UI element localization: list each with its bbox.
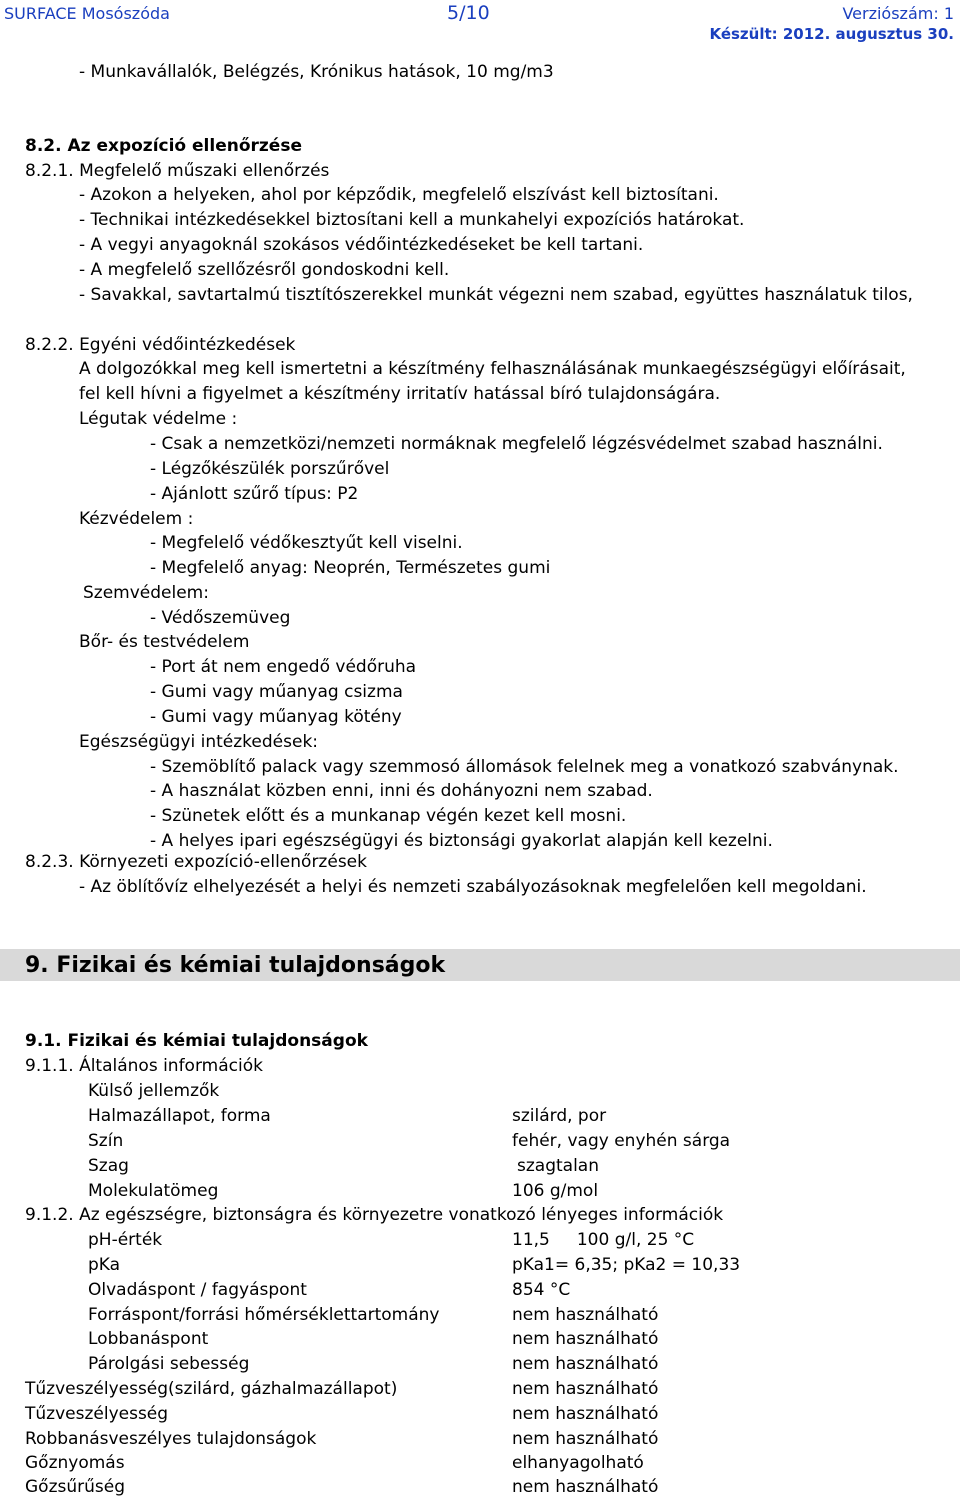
list-item: - Savakkal, savtartalmú tisztítószerekkel munkát végezni nem szabad, együttes használatuk tilos, [79,285,913,305]
section-9-1-title: 9.1. Fizikai és kémiai tulajdonságok [25,1031,368,1051]
property-label: Szag [88,1156,129,1176]
appearance-label: Külső jellemzők [88,1081,220,1101]
section-8-2-3-title: 8.2.3. Környezeti expozíció-ellenőrzések [25,852,367,872]
section-8-2-2-title: 8.2.2. Egyéni védőintézkedések [25,335,296,355]
property-value: elhanyagolható [512,1453,644,1473]
list-item: - Szemöblítő palack vagy szemmosó állomások felelnek meg a vonatkozó szabványnak. [150,757,899,777]
list-item: - Az öblítővíz elhelyezését a helyi és nemzeti szabályozásoknak megfelelően kell megoldani. [79,877,867,897]
paragraph-line: fel kell hívni a figyelmet a készítmény irritatív hatással bíró tulajdonságára. [79,384,721,404]
header-page-number: 5/10 [447,2,490,24]
skin-protection-label: Bőr- és testvédelem [79,632,250,652]
property-label: Molekulatömeg [88,1181,219,1201]
property-value: 106 g/mol [512,1181,599,1201]
section-9-title: 9. Fizikai és kémiai tulajdonságok [25,953,446,978]
property-label: Lobbanáspont [88,1329,209,1349]
list-item: - Védőszemüveg [150,608,291,628]
property-label: Olvadáspont / fagyáspont [88,1280,307,1300]
list-item: - Technikai intézkedésekkel biztosítani kell a munkahelyi expozíciós határokat. [79,210,745,230]
list-item: - A vegyi anyagoknál szokásos védőintézkedéseket be kell tartani. [79,235,644,255]
section-8-2-title: 8.2. Az expozíció ellenőrzése [25,136,302,156]
property-value: nem használható [512,1379,659,1399]
respiratory-protection-label: Légutak védelme : [79,409,238,429]
list-item: - Port át nem engedő védőruha [150,657,417,677]
health-measures-label: Egészségügyi intézkedések: [79,732,319,752]
list-item: - Légzőkészülék porszűrővel [150,459,390,479]
list-item: - Megfelelő védőkesztyűt kell viselni. [150,533,463,553]
list-item: - Megfelelő anyag: Neoprén, Természetes gumi [150,558,551,578]
list-item: - Gumi vagy műanyag kötény [150,707,402,727]
section-8-2-1-title: 8.2.1. Megfelelő műszaki ellenőrzés [25,161,330,181]
property-value: 854 °C [512,1280,571,1300]
property-label: Tűzveszélyesség [25,1404,169,1424]
property-value: szilárd, por [512,1106,607,1126]
list-item: - A használat közben enni, inni és dohányozni nem szabad. [150,781,653,801]
list-item: - Azokon a helyeken, ahol por képződik, megfelelő elszívást kell biztosítani. [79,185,719,205]
property-value: fehér, vagy enyhén sárga [512,1131,731,1151]
paragraph-line: A dolgozókkal meg kell ismertetni a készítmény felhasználásának munkaegészségügyi előírásait, [79,359,906,379]
property-value: szagtalan [517,1156,599,1176]
property-value: nem használható [512,1329,659,1349]
list-item: - Gumi vagy műanyag csizma [150,682,403,702]
list-item: - A megfelelő szellőzésről gondoskodni kell. [79,260,450,280]
property-label: Szín [88,1131,124,1151]
property-label: Párolgási sebesség [88,1354,250,1374]
property-value: 11,5 100 g/l, 25 °C [512,1230,695,1250]
section-9-1-2-title: 9.1.2. Az egészségre, biztonságra és környezetre vonatkozó lényeges információk [25,1205,724,1225]
property-label: Tűzveszélyesség(szilárd, gázhalmazállapot) [25,1379,398,1399]
property-value: pKa1= 6,35; pKa2 = 10,33 [512,1255,741,1275]
eye-protection-label: Szemvédelem: [83,583,209,603]
list-item: - A helyes ipari egészségügyi és biztonsági gyakorlat alapján kell kezelni. [150,831,773,851]
list-item: - Ajánlott szűrő típus: P2 [150,484,359,504]
exposure-limit-line: - Munkavállalók, Belégzés, Krónikus hatások, 10 mg/m3 [79,62,554,82]
property-value: nem használható [512,1354,659,1374]
list-item: - Szünetek előtt és a munkanap végén kezet kell mosni. [150,806,627,826]
header-product: SURFACE Mosószóda [4,4,170,23]
property-label: pH-érték [88,1230,163,1250]
header-version: Verziószám: 1 [842,4,954,23]
list-item: - Csak a nemzetközi/nemzeti normáknak megfelelő légzésvédelmet szabad használni. [150,434,883,454]
property-value: nem használható [512,1429,659,1449]
property-label: Halmazállapot, forma [88,1106,271,1126]
header-date: Készült: 2012. augusztus 30. [709,25,954,43]
property-label: Forráspont/forrási hőmérséklettartomány [88,1305,440,1325]
property-value: nem használható [512,1305,659,1325]
property-label: Robbanásveszélyes tulajdonságok [25,1429,317,1449]
property-value: nem használható [512,1404,659,1424]
hand-protection-label: Kézvédelem : [79,509,194,529]
property-label: Gőzsűrűség [25,1477,125,1497]
property-label: Gőznyomás [25,1453,125,1473]
property-value: nem használható [512,1477,659,1497]
section-9-1-1-title: 9.1.1. Általános információk [25,1056,263,1076]
property-label: pKa [88,1255,121,1275]
